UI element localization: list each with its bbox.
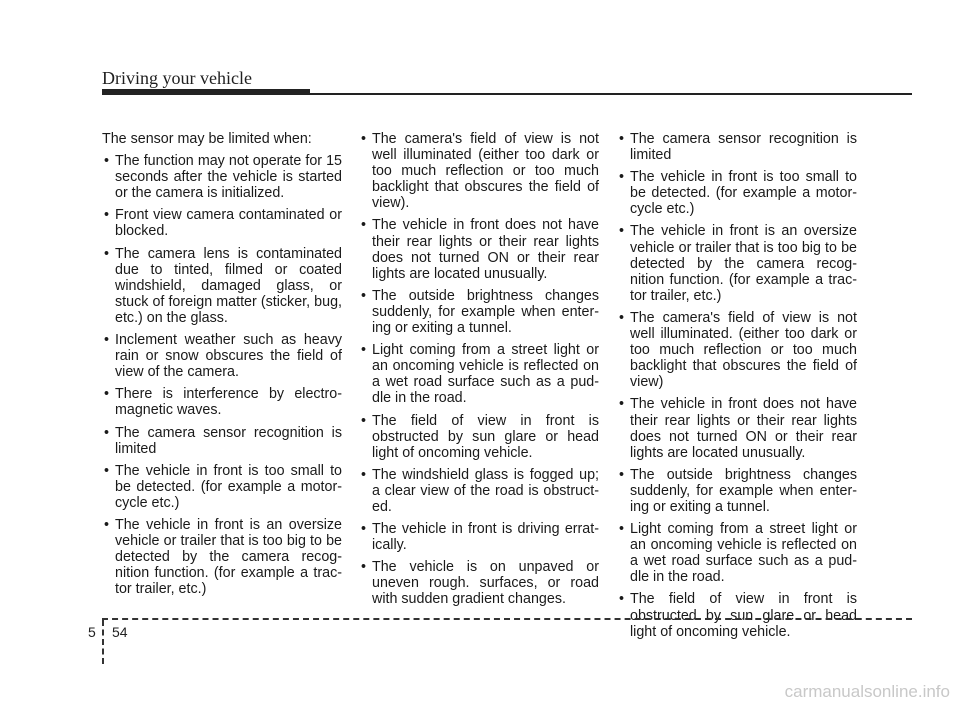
footer-dashed-divider bbox=[102, 620, 104, 664]
list-item: • The field of view in front is obstructed by sun glare or head light of oncoming vehicle. bbox=[617, 591, 857, 639]
list-item: • The camera's field of view is not well illuminated (either too dark or too much reflection or too much backlight that obscures the field of view). bbox=[359, 131, 599, 211]
list-item: • The outside brightness changes suddenly, for example when enter-ing or exiting a tunnel. bbox=[359, 288, 599, 336]
list-item: • Light coming from a street light or an oncoming vehicle is reflected on a wet road surface such as a pud-dle in the road. bbox=[617, 521, 857, 585]
list-item: • The vehicle in front is an oversize vehicle or trailer that is too big to be detected by the camera recog-nition function. (for example a trac-tor trailer, etc.) bbox=[102, 517, 342, 597]
header-rule-thick bbox=[102, 89, 310, 95]
list-item: • The camera lens is contaminated due to tinted, filmed or coated windshield, damaged glass, or stuck of foreign matter (sticker, bug, etc.) on the glass. bbox=[102, 246, 342, 326]
list-item: • Inclement weather such as heavy rain or snow obscures the field of view of the camera. bbox=[102, 332, 342, 380]
column-2 bbox=[359, 131, 599, 614]
limitation-list-1 bbox=[102, 153, 342, 597]
list-item: • The vehicle in front is an oversize vehicle or trailer that is too big to be detected by the camera recog-nition function. (for example a trac-tor trailer, etc.) bbox=[617, 223, 857, 303]
list-item: • Front view camera contaminated or blocked. bbox=[102, 207, 342, 239]
list-item: • The camera sensor recognition is limited bbox=[617, 131, 857, 163]
list-item: • There is interference by electro-magnetic waves. bbox=[102, 386, 342, 418]
column-3 bbox=[617, 131, 857, 646]
watermark: carmanualsonline.info bbox=[784, 682, 950, 701]
list-item: • Light coming from a street light or an oncoming vehicle is reflected on a wet road surface such as a pud-dle in the road. bbox=[359, 342, 599, 406]
list-item: • The vehicle in front is too small to be detected. (for example a motor-cycle etc.) bbox=[102, 463, 342, 511]
page-number: 54 bbox=[112, 624, 128, 640]
list-item: • The vehicle in front is driving errat-ically. bbox=[359, 521, 599, 553]
chapter-number: 5 bbox=[88, 624, 96, 640]
list-item: • The field of view in front is obstructed by sun glare or head light of oncoming vehicle. bbox=[359, 413, 599, 461]
limitation-list-2 bbox=[359, 131, 599, 608]
section-title: Driving your vehicle bbox=[102, 68, 252, 88]
list-item: • The vehicle in front is too small to be detected. (for example a motor-cycle etc.) bbox=[617, 169, 857, 217]
list-item: • The function may not operate for 15 seconds after the vehicle is started or the camera is initialized. bbox=[102, 153, 342, 201]
list-item: • The vehicle in front does not have their rear lights or their rear lights does not turned ON or their rear lights are located unusually. bbox=[359, 217, 599, 281]
list-item: • The vehicle is on unpaved or uneven rough. surfaces, or road with sudden gradient changes. bbox=[359, 559, 599, 607]
header-rule-thin bbox=[310, 93, 912, 95]
list-item: • The windshield glass is fogged up; a clear view of the road is obstruct-ed. bbox=[359, 467, 599, 515]
list-item: • The camera's field of view is not well illuminated. (either too dark or too much reflection or too much backlight that obscures the field of view) bbox=[617, 310, 857, 390]
footer-dashed-rule bbox=[102, 618, 912, 620]
limitation-list-3 bbox=[617, 131, 857, 640]
column-1 bbox=[102, 131, 342, 603]
list-item: • The outside brightness changes suddenly, for example when enter-ing or exiting a tunnel. bbox=[617, 467, 857, 515]
list-item: • The vehicle in front does not have their rear lights or their rear lights does not turned ON or their rear lights are located unusually. bbox=[617, 396, 857, 460]
intro-text: The sensor may be limited when: bbox=[102, 131, 312, 147]
list-item: • The camera sensor recognition is limited bbox=[102, 425, 342, 457]
